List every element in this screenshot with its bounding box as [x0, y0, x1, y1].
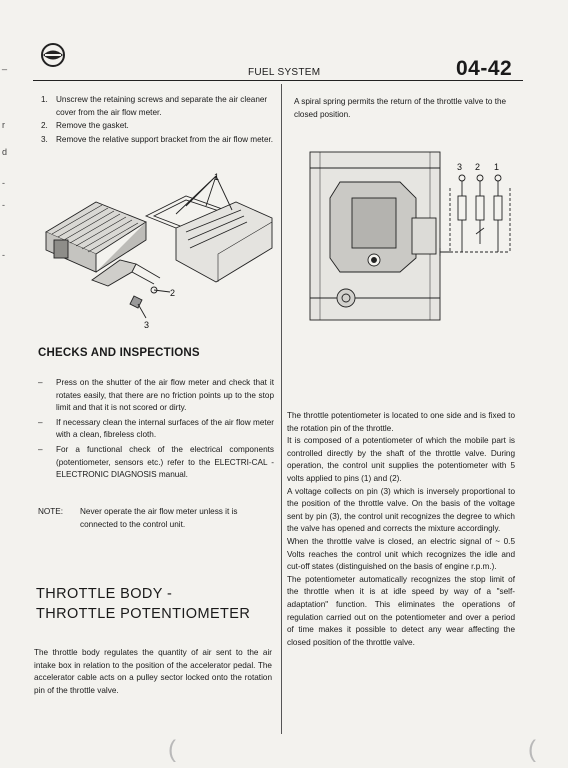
step-number: 1. [41, 95, 48, 104]
check-text: If necessary clean the internal surfaces of the air flow meter with a clean, fibreless cloth. [56, 417, 274, 440]
step-number: 3. [41, 134, 48, 144]
removal-steps [38, 94, 274, 147]
scan-smudge: ( [528, 736, 536, 763]
margin-mark: r [2, 120, 5, 130]
paragraph: It is composed of a potentiometer of which the mobile part is controlled directly by the shaft of the throttle valve. During operation, the control unit supplies the potentiometer with 5 volts applied to pins (1) and (2). [287, 436, 515, 483]
column-divider [281, 84, 282, 734]
heading-line: THROTTLE POTENTIOMETER [36, 606, 251, 622]
pin-label: 1 [494, 162, 500, 172]
callout-label: 1 [214, 172, 220, 182]
heading-line: THROTTLE BODY - [36, 586, 173, 602]
step-text: Unscrew the retaining screws and separate the air cleaner cover from the air flow meter. [56, 95, 268, 117]
step-text: Remove the relative support bracket from the air flow meter. [56, 134, 274, 144]
header-rule [33, 80, 523, 81]
step-item [38, 134, 274, 147]
margin-mark: - [2, 178, 5, 188]
step-text: Remove the gasket. [56, 121, 129, 131]
checks-list [38, 377, 274, 484]
step-item [38, 120, 274, 133]
manufacturer-logo-icon [40, 42, 66, 68]
page-number: 04-42 [456, 57, 513, 80]
spring-paragraph: A spiral spring permits the return of the throttle valve to the closed position. [294, 97, 507, 119]
note-block [38, 506, 274, 531]
step-item [38, 94, 274, 119]
check-item: – Press on the shutter of the air flow meter and check that it rotates easily, that there are no friction points up to the stop limit and that it is not scored or dirty. [38, 377, 274, 415]
margin-mark: - [2, 250, 5, 260]
check-text: Press on the shutter of the air flow meter and check that it rotates easily, that there are no friction points up to the stop limit and that it is not scored or dirty. [56, 378, 274, 413]
throttle-potentiometer-diagram [300, 148, 522, 330]
section-title: FUEL SYSTEM [248, 67, 321, 78]
check-text: For a functional check of the electrical components (potentiometer, sensors etc.) refer to the ELECTRI-CAL - ELECTRONIC DIAGNOSIS manual. [56, 444, 274, 480]
checks-heading: CHECKS AND INSPECTIONS [38, 347, 200, 359]
margin-mark: _ [2, 60, 8, 70]
callout-label: 3 [144, 320, 150, 330]
check-item: – If necessary clean the internal surfaces of the air flow meter with a clean, fibreless cloth. [38, 417, 274, 442]
paragraph: The potentiometer automatically recognizes the stop limit of the throttle when it is at idle speed by way of a "self-adaptation" function. This eliminates the operations of regulation carried out on the potentiometer and over a period of time makes it possible to detect any wear affecting the closed position of the throttle valve. [287, 574, 515, 647]
air-flow-meter-exploded-diagram [36, 172, 276, 332]
pin-label: 2 [475, 162, 481, 172]
check-item: – For a functional check of the electrical components (potentiometer, sensors etc.) refer to the ELECTRI-CAL - ELECTRONIC DIAGNOSIS manual. [38, 444, 274, 482]
throttle-body-heading [36, 584, 250, 624]
paragraph: When the throttle valve is closed, an electric signal of ~ 0.5 Volts reaches the control unit which recognizes the idle and cut-off states (distinguished on the basis of engine r.p.m.). [287, 536, 515, 572]
margin-mark: - [2, 200, 5, 210]
note-text: Never operate the air flow meter unless it is connected to the control unit. [80, 507, 238, 529]
paragraph: A voltage collects on pin (3) which is inversely proportional to the position of the throttle valve. On the basis of the voltage sent by pin (3), the control unit recognizes the degree to which the valve has opened and corrects the mixture accordingly. [287, 486, 515, 534]
pin-label: 3 [457, 162, 463, 172]
potentiometer-description [287, 410, 515, 649]
paragraph: The throttle potentiometer is located to one side and is fixed to the rotation pin of the throttle. [287, 411, 515, 433]
step-number: 2. [41, 121, 48, 131]
scan-smudge: ( [168, 736, 176, 763]
margin-mark: d [2, 147, 8, 157]
throttle-body-paragraph: The throttle body regulates the quantity of air sent to the air intake box in relation to the position of the accelerator pedal. The accelerator cable acts on a pulley sector locked onto the rotation pin of the throttle valve. [34, 648, 272, 695]
callout-label: 2 [170, 288, 176, 298]
note-label: NOTE: [38, 507, 64, 516]
